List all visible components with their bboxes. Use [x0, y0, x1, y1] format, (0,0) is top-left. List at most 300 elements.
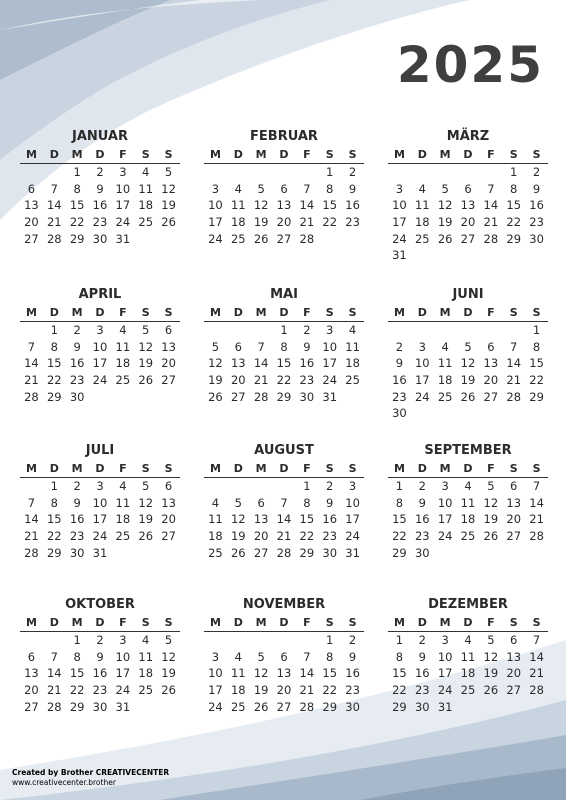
- empty-cell: [479, 322, 502, 339]
- day-cell: 3: [119, 633, 127, 647]
- weekday-header: [388, 614, 548, 632]
- day-cell: 13: [230, 356, 246, 371]
- day-cell: 29: [392, 699, 407, 714]
- day-cell: 10: [92, 495, 108, 510]
- day-cell: 27: [253, 545, 269, 560]
- day-cell: 26: [138, 529, 154, 544]
- day-cell: 5: [257, 649, 265, 664]
- day-cell: 11: [345, 339, 360, 354]
- day-cell: 2: [532, 165, 541, 179]
- day-cell: 20: [276, 215, 292, 230]
- day-cell: 8: [50, 339, 58, 354]
- day-cell: 12: [230, 512, 246, 527]
- day-cell: 19: [253, 215, 269, 230]
- day-cell: 24: [437, 683, 453, 698]
- weekday-label: M: [71, 462, 83, 475]
- day-cell: 6: [234, 339, 242, 354]
- weekday-label: S: [164, 148, 173, 161]
- day-cell: 9: [418, 495, 426, 510]
- day-cell: 7: [280, 495, 288, 510]
- weekday-label: M: [439, 148, 451, 161]
- weekday-label: S: [509, 462, 518, 475]
- day-cell: 1: [50, 479, 58, 493]
- weekday-label: D: [279, 306, 289, 319]
- day-cell: 8: [303, 495, 311, 510]
- day-cell: 6: [27, 649, 36, 664]
- day-cell: 10: [414, 356, 430, 371]
- day-cell: 19: [138, 512, 154, 527]
- day-cell: 6: [280, 181, 288, 196]
- day-cell: 7: [532, 479, 541, 493]
- day-cell: 21: [506, 373, 522, 388]
- day-cell: 15: [69, 666, 85, 681]
- empty-cell: [227, 478, 250, 495]
- day-cell: 25: [208, 545, 223, 560]
- day-cell: 20: [24, 215, 39, 230]
- day-grid: [20, 322, 180, 405]
- weekday-label: S: [348, 148, 357, 161]
- day-cell: 21: [299, 215, 315, 230]
- month-title: DEZEMBER: [428, 597, 508, 612]
- day-cell: 17: [392, 215, 407, 230]
- day-cell: 26: [161, 215, 176, 230]
- day-cell: 28: [483, 231, 499, 246]
- weekday-label: M: [255, 148, 267, 161]
- day-cell: 10: [115, 181, 131, 196]
- day-cell: 31: [92, 545, 108, 560]
- day-cell: 25: [230, 699, 246, 714]
- day-cell: 14: [483, 198, 499, 213]
- day-cell: 16: [92, 666, 108, 681]
- weekday-label: S: [325, 148, 334, 161]
- day-cell: 12: [483, 495, 499, 510]
- day-cell: 22: [46, 529, 62, 544]
- day-cell: 7: [27, 495, 36, 510]
- day-cell: 22: [392, 683, 407, 698]
- empty-cell: [295, 632, 318, 649]
- day-cell: 5: [142, 323, 150, 337]
- empty-cell: [273, 478, 296, 495]
- day-cell: 14: [46, 666, 62, 681]
- day-cell: 26: [230, 545, 246, 560]
- weekday-label: M: [393, 148, 405, 161]
- day-cell: 22: [322, 215, 338, 230]
- day-cell: 2: [73, 479, 81, 493]
- day-cell: 22: [322, 683, 338, 698]
- day-cell: 15: [506, 198, 522, 213]
- empty-cell: [204, 478, 227, 495]
- day-cell: 20: [161, 512, 176, 527]
- day-cell: 10: [437, 649, 453, 664]
- weekday-label: S: [164, 616, 173, 629]
- day-cell: 11: [414, 198, 430, 213]
- day-cell: 22: [69, 683, 85, 698]
- empty-cell: [388, 322, 411, 339]
- month-title: FEBRUAR: [250, 129, 318, 144]
- day-cell: 1: [73, 165, 81, 179]
- day-grid: [388, 632, 548, 715]
- day-cell: 29: [69, 231, 85, 246]
- day-cell: 27: [230, 389, 246, 404]
- day-cell: 23: [392, 389, 407, 404]
- day-cell: 27: [506, 683, 522, 698]
- month-8: [204, 442, 364, 561]
- day-cell: 10: [208, 198, 223, 213]
- day-cell: 1: [303, 479, 311, 493]
- day-grid: [388, 164, 548, 264]
- day-cell: 12: [138, 495, 154, 510]
- weekday-label: D: [417, 148, 427, 161]
- day-cell: 30: [92, 231, 108, 246]
- day-cell: 5: [164, 633, 173, 647]
- day-cell: 1: [50, 323, 58, 337]
- month-10: [20, 596, 180, 715]
- day-cell: 15: [46, 512, 62, 527]
- day-cell: 6: [164, 479, 173, 493]
- day-cell: 30: [92, 699, 108, 714]
- day-cell: 11: [230, 198, 246, 213]
- day-cell: 26: [161, 683, 176, 698]
- day-cell: 14: [529, 495, 544, 510]
- day-cell: 26: [460, 389, 476, 404]
- day-cell: 26: [253, 699, 269, 714]
- day-cell: 27: [161, 373, 176, 388]
- empty-cell: [434, 322, 457, 339]
- weekday-label: S: [532, 148, 541, 161]
- day-cell: 27: [460, 231, 476, 246]
- weekday-label: D: [417, 306, 427, 319]
- day-cell: 16: [322, 512, 338, 527]
- weekday-label: M: [71, 148, 83, 161]
- day-cell: 17: [208, 683, 223, 698]
- weekday-label: S: [164, 462, 173, 475]
- day-cell: 23: [92, 215, 108, 230]
- day-cell: 4: [348, 323, 357, 337]
- day-cell: 18: [115, 356, 131, 371]
- day-cell: 1: [280, 323, 288, 337]
- day-cell: 6: [510, 479, 518, 493]
- day-cell: 23: [414, 529, 430, 544]
- day-cell: 22: [69, 215, 85, 230]
- weekday-label: D: [417, 616, 427, 629]
- day-cell: 18: [437, 373, 453, 388]
- weekday-label: D: [233, 306, 243, 319]
- weekday-label: M: [393, 462, 405, 475]
- weekday-header: [204, 460, 364, 478]
- day-cell: 17: [115, 198, 131, 213]
- weekday-label: M: [209, 306, 221, 319]
- day-cell: 8: [326, 181, 334, 196]
- day-cell: 31: [437, 699, 453, 714]
- day-cell: 22: [299, 529, 315, 544]
- day-cell: 28: [506, 389, 522, 404]
- day-cell: 16: [299, 356, 315, 371]
- day-cell: 14: [24, 512, 39, 527]
- weekday-label: M: [25, 616, 37, 629]
- day-cell: 8: [395, 495, 404, 510]
- day-cell: 8: [280, 339, 288, 354]
- day-cell: 23: [69, 529, 85, 544]
- day-cell: 23: [345, 683, 360, 698]
- weekday-label: S: [509, 616, 518, 629]
- day-cell: 4: [234, 181, 242, 196]
- day-cell: 29: [322, 699, 338, 714]
- day-cell: 11: [138, 649, 154, 664]
- day-cell: 20: [460, 215, 476, 230]
- day-cell: 5: [211, 339, 220, 354]
- day-cell: 2: [326, 479, 334, 493]
- day-cell: 2: [395, 339, 404, 354]
- day-cell: 7: [27, 339, 36, 354]
- day-cell: 3: [211, 649, 220, 664]
- day-cell: 9: [395, 356, 404, 371]
- footer-credit: Created by Brother CREATIVECENTER: [12, 768, 170, 777]
- day-cell: 20: [506, 512, 522, 527]
- day-cell: 6: [487, 339, 495, 354]
- day-cell: 11: [460, 649, 476, 664]
- day-cell: 30: [69, 545, 85, 560]
- weekday-label: S: [325, 306, 334, 319]
- day-cell: 19: [437, 215, 453, 230]
- day-cell: 8: [532, 339, 541, 354]
- weekday-label: S: [141, 148, 150, 161]
- weekday-label: F: [487, 148, 495, 161]
- day-cell: 13: [24, 666, 39, 681]
- day-cell: 3: [119, 165, 127, 179]
- day-cell: 3: [96, 323, 104, 337]
- day-cell: 22: [276, 373, 292, 388]
- day-cell: 30: [414, 545, 430, 560]
- weekday-label: F: [119, 148, 127, 161]
- empty-cell: [43, 632, 66, 649]
- day-cell: 28: [299, 231, 315, 246]
- day-cell: 2: [73, 323, 81, 337]
- day-cell: 26: [483, 529, 499, 544]
- day-grid: [20, 164, 180, 247]
- empty-cell: [20, 478, 43, 495]
- day-cell: 4: [234, 649, 242, 664]
- empty-cell: [227, 164, 250, 181]
- day-cell: 17: [414, 373, 430, 388]
- weekday-label: D: [95, 306, 105, 319]
- day-cell: 21: [276, 529, 292, 544]
- day-cell: 11: [437, 356, 453, 371]
- empty-cell: [273, 164, 296, 181]
- day-cell: 12: [437, 198, 453, 213]
- weekday-label: M: [255, 306, 267, 319]
- weekday-label: D: [463, 462, 473, 475]
- day-cell: 18: [460, 512, 476, 527]
- empty-cell: [204, 322, 227, 339]
- day-cell: 12: [208, 356, 223, 371]
- day-cell: 24: [115, 215, 131, 230]
- day-cell: 9: [303, 339, 311, 354]
- day-cell: 19: [208, 373, 223, 388]
- day-cell: 15: [276, 356, 292, 371]
- weekday-label: M: [71, 306, 83, 319]
- day-cell: 30: [392, 406, 407, 421]
- weekday-label: D: [95, 616, 105, 629]
- day-cell: 18: [230, 683, 246, 698]
- weekday-label: M: [25, 462, 37, 475]
- day-cell: 25: [115, 373, 131, 388]
- day-cell: 6: [257, 495, 265, 510]
- day-cell: 9: [96, 181, 104, 196]
- day-cell: 24: [322, 373, 338, 388]
- day-grid: [20, 632, 180, 715]
- day-cell: 7: [257, 339, 265, 354]
- day-cell: 19: [483, 512, 499, 527]
- day-cell: 12: [460, 356, 476, 371]
- day-cell: 23: [69, 373, 85, 388]
- day-cell: 16: [345, 666, 360, 681]
- month-title: AUGUST: [254, 443, 314, 458]
- day-cell: 9: [418, 649, 426, 664]
- day-cell: 9: [73, 339, 81, 354]
- day-cell: 15: [299, 512, 315, 527]
- day-cell: 29: [392, 545, 407, 560]
- day-cell: 19: [460, 373, 476, 388]
- day-cell: 31: [322, 389, 338, 404]
- day-grid: [20, 478, 180, 561]
- month-title: JANUAR: [71, 129, 128, 144]
- day-cell: 16: [69, 512, 85, 527]
- weekday-label: S: [532, 462, 541, 475]
- weekday-label: S: [325, 462, 334, 475]
- day-cell: 31: [115, 699, 131, 714]
- day-cell: 26: [253, 231, 269, 246]
- weekday-label: D: [95, 148, 105, 161]
- day-cell: 1: [395, 479, 404, 493]
- weekday-label: S: [532, 306, 541, 319]
- day-cell: 22: [46, 373, 62, 388]
- weekday-label: M: [439, 306, 451, 319]
- day-cell: 3: [211, 181, 220, 196]
- day-cell: 19: [138, 356, 154, 371]
- empty-cell: [227, 322, 250, 339]
- day-cell: 15: [392, 512, 407, 527]
- day-cell: 7: [50, 181, 58, 196]
- day-cell: 9: [326, 495, 334, 510]
- day-cell: 4: [418, 181, 426, 196]
- weekday-label: M: [393, 306, 405, 319]
- day-cell: 17: [437, 512, 453, 527]
- weekday-header: [204, 614, 364, 632]
- day-cell: 10: [115, 649, 131, 664]
- day-cell: 5: [441, 181, 449, 196]
- day-cell: 15: [46, 356, 62, 371]
- day-cell: 15: [529, 356, 544, 371]
- day-cell: 24: [92, 373, 108, 388]
- month-title: NOVEMBER: [242, 597, 326, 612]
- footer: [12, 768, 169, 788]
- day-cell: 5: [464, 339, 472, 354]
- day-cell: 22: [392, 529, 407, 544]
- day-cell: 13: [24, 198, 39, 213]
- day-cell: 1: [395, 633, 404, 647]
- day-cell: 6: [510, 633, 518, 647]
- weekday-label: D: [49, 148, 59, 161]
- day-cell: 2: [96, 165, 104, 179]
- empty-cell: [250, 632, 273, 649]
- day-cell: 21: [46, 215, 62, 230]
- weekday-label: M: [25, 306, 37, 319]
- day-cell: 5: [234, 495, 242, 510]
- day-cell: 30: [414, 699, 430, 714]
- day-grid: [204, 164, 364, 247]
- day-cell: 10: [208, 666, 223, 681]
- day-cell: 14: [253, 356, 269, 371]
- day-cell: 5: [257, 181, 265, 196]
- day-cell: 17: [322, 356, 338, 371]
- weekday-label: D: [417, 462, 427, 475]
- day-cell: 23: [322, 529, 338, 544]
- empty-cell: [250, 164, 273, 181]
- weekday-label: F: [303, 148, 311, 161]
- day-cell: 1: [326, 633, 334, 647]
- empty-cell: [20, 164, 43, 181]
- day-cell: 21: [529, 666, 544, 681]
- day-cell: 19: [161, 666, 176, 681]
- day-cell: 23: [414, 683, 430, 698]
- weekday-label: D: [233, 148, 243, 161]
- day-cell: 24: [414, 389, 430, 404]
- day-cell: 24: [437, 529, 453, 544]
- month-title: SEPTEMBER: [424, 443, 512, 458]
- empty-cell: [457, 164, 480, 181]
- day-cell: 24: [208, 699, 223, 714]
- day-cell: 16: [69, 356, 85, 371]
- day-cell: 29: [506, 231, 522, 246]
- weekday-label: D: [233, 616, 243, 629]
- day-cell: 13: [506, 649, 522, 664]
- month-title: APRIL: [78, 287, 122, 302]
- day-cell: 20: [483, 373, 499, 388]
- day-cell: 24: [115, 683, 131, 698]
- day-cell: 8: [73, 649, 81, 664]
- weekday-header: [204, 304, 364, 322]
- day-cell: 19: [483, 666, 499, 681]
- empty-cell: [457, 322, 480, 339]
- day-cell: 4: [464, 479, 472, 493]
- day-cell: 23: [92, 683, 108, 698]
- day-cell: 26: [138, 373, 154, 388]
- day-cell: 4: [119, 323, 127, 337]
- day-cell: 17: [437, 666, 453, 681]
- day-cell: 31: [392, 248, 407, 263]
- day-cell: 3: [96, 479, 104, 493]
- day-cell: 11: [460, 495, 476, 510]
- empty-cell: [20, 322, 43, 339]
- day-cell: 25: [414, 231, 430, 246]
- day-cell: 18: [115, 512, 131, 527]
- day-cell: 30: [322, 545, 338, 560]
- day-cell: 5: [164, 165, 173, 179]
- day-cell: 27: [24, 231, 39, 246]
- month-1: [20, 128, 180, 247]
- day-cell: 22: [529, 373, 544, 388]
- weekday-label: S: [141, 306, 150, 319]
- empty-cell: [388, 164, 411, 181]
- day-grid: [204, 478, 364, 561]
- day-cell: 10: [392, 198, 407, 213]
- day-cell: 7: [510, 339, 518, 354]
- day-cell: 21: [299, 683, 315, 698]
- month-6: [388, 286, 548, 422]
- month-11: [204, 596, 364, 715]
- day-cell: 7: [303, 649, 311, 664]
- weekday-label: M: [209, 616, 221, 629]
